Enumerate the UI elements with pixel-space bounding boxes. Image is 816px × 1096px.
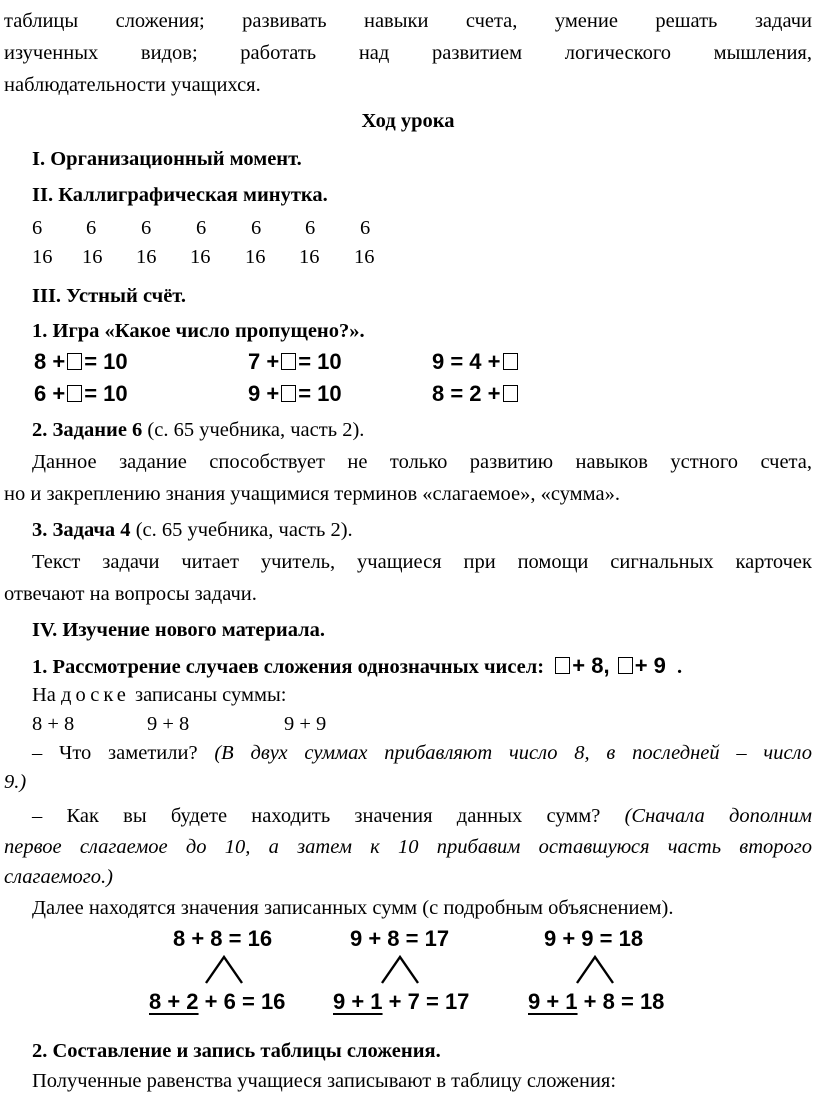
- intro-line-2: изученных видов; работать над развитием логического мышления,: [4, 42, 812, 64]
- empty-box-icon: [618, 657, 633, 674]
- equation-3: 9 = 4 +: [432, 348, 520, 376]
- digit: 6: [32, 217, 43, 239]
- section-3-heading: III. Устный счёт.: [32, 285, 186, 307]
- number: 16: [82, 246, 103, 268]
- digit: 6: [86, 217, 97, 239]
- split-icon: [575, 955, 619, 985]
- explain-top-1: 8 + 8 = 16: [173, 926, 273, 951]
- explain-bottom-1: 8 + 2 + 6 = 16: [149, 989, 286, 1014]
- question-2-line-3: слагаемого.): [4, 866, 113, 888]
- empty-box-icon: [503, 385, 518, 402]
- sum-item: 9 + 9: [284, 713, 327, 735]
- empty-box-icon: [503, 353, 518, 370]
- intro-line-3: наблюдательности учащихся.: [4, 74, 261, 96]
- number: 16: [136, 246, 157, 268]
- question-2: – Как вы будете находить значения данных сумм? (Сначала дополним: [32, 805, 812, 827]
- number: 16: [299, 246, 320, 268]
- question-1-end: 9.): [4, 771, 27, 793]
- explain-top-2: 9 + 8 = 17: [350, 926, 450, 951]
- equation-6: 8 = 2 +: [432, 380, 520, 408]
- explain-bottom-3: 9 + 1 + 8 = 18: [528, 989, 665, 1014]
- empty-box-icon: [555, 657, 570, 674]
- empty-box-icon: [281, 353, 296, 370]
- sum-item: 9 + 8: [147, 713, 190, 735]
- table-section-title: 2. Составление и запись таблицы сложения.: [32, 1040, 441, 1062]
- digit: 6: [141, 217, 152, 239]
- explain-top-3: 9 + 9 = 18: [544, 926, 644, 951]
- equation-2: 7 + = 10: [248, 349, 342, 374]
- task-6-line: 2. Задание 6 (с. 65 учебника, часть 2).: [32, 419, 365, 441]
- question-1: – Что заметили? (В двух суммах прибавляют число 8, в последней – число: [32, 742, 812, 764]
- lesson-heading: Ход урока: [361, 110, 455, 132]
- section-2-heading: II. Каллиграфическая минутка.: [32, 184, 328, 206]
- digit: 6: [305, 217, 316, 239]
- split-icon: [204, 955, 248, 985]
- number: 16: [190, 246, 211, 268]
- digit: 6: [196, 217, 207, 239]
- equation-5: 9 + = 10: [248, 381, 342, 406]
- empty-box-icon: [67, 353, 82, 370]
- section-1-heading: I. Организационный момент.: [32, 148, 302, 170]
- task-4-line: 3. Задача 4 (с. 65 учебника, часть 2).: [32, 519, 353, 541]
- sum-item: 8 + 8: [32, 713, 75, 735]
- task-4-desc-2: отвечают на вопросы задачи.: [4, 583, 257, 605]
- explain-bottom-2: 9 + 1 + 7 = 17: [333, 989, 470, 1014]
- equation-1: 8 + = 10: [34, 349, 128, 374]
- empty-box-icon: [67, 385, 82, 402]
- further-text: Далее находятся значения записанных сумм (с подробным объяснением).: [32, 897, 674, 919]
- digit: 6: [251, 217, 262, 239]
- task-6-desc-2: но и закреплению знания учащимися терминов «слагаемое», «сумма».: [4, 483, 620, 505]
- intro-line-1: таблицы сложения; развивать навыки счета, умение решать задачи: [4, 10, 812, 32]
- equation-4: 6 + = 10: [34, 381, 128, 406]
- cases-title-line: 1. Рассмотрение случаев сложения однозначных чисел: + 8, + 9 .: [32, 653, 683, 678]
- section-4-heading: IV. Изучение нового материала.: [32, 619, 326, 641]
- number: 16: [245, 246, 266, 268]
- number: 16: [32, 246, 53, 268]
- number: 16: [354, 246, 375, 268]
- task-6-desc-1: Данное задание способствует не только развитию навыков устного счета,: [32, 451, 812, 473]
- digit: 6: [360, 217, 371, 239]
- board-line: На доске записаны суммы:: [32, 684, 287, 706]
- table-section-text: Полученные равенства учащиеся записывают в таблицу сложения:: [32, 1070, 617, 1092]
- task-4-desc-1: Текст задачи читает учитель, учащиеся при помощи сигнальных карточек: [32, 551, 812, 573]
- cases-formula: + 8, + 9: [553, 653, 666, 678]
- question-2-line-2: первое слагаемое до 10, а затем к 10 прибавим оставшуюся часть второго: [4, 836, 812, 858]
- split-icon: [380, 955, 424, 985]
- empty-box-icon: [281, 385, 296, 402]
- game-title: 1. Игра «Какое число пропущено?».: [32, 320, 365, 342]
